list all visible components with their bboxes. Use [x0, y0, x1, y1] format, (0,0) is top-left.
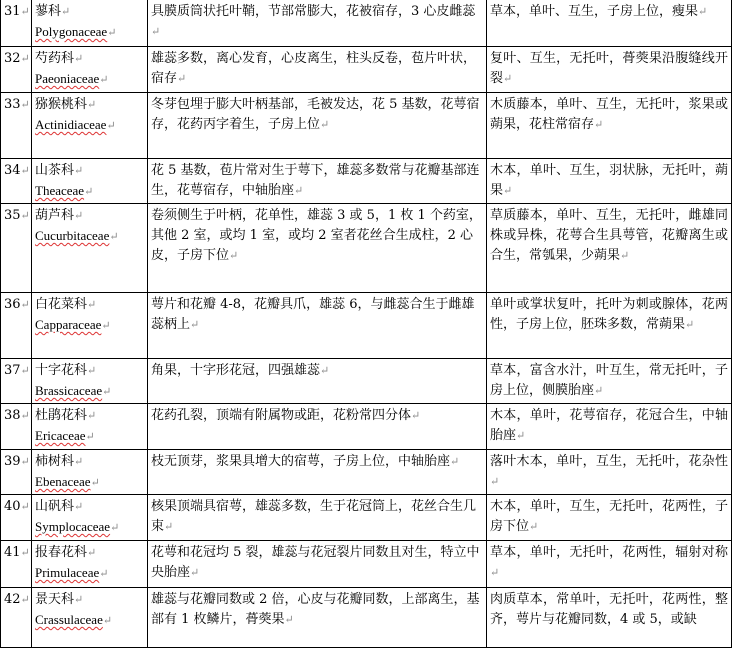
key-characters-cell: 草本，单叶、互生，子房上位，瘦果↵	[487, 0, 732, 47]
family-latin-name: Cucurbitaceae	[35, 228, 110, 243]
row-number: 42↵	[1, 588, 32, 648]
key-characters-cell: 木本，单叶，花萼宿存，花冠合生，中轴胎座↵	[487, 404, 732, 450]
family-name-cell: 芍药科↵ Paeoniaceae↵	[32, 47, 148, 93]
family-name-cell: 十字花科↵ Brassicaceae↵	[32, 359, 148, 404]
table-row	[1, 159, 732, 204]
row-number: 31↵	[1, 0, 32, 47]
family-name-cell: 白花菜科↵ Capparaceae↵	[32, 293, 148, 359]
family-latin-name: Brassicaceae	[35, 383, 103, 398]
family-latin-name: Symplocaceae	[35, 519, 111, 534]
family-name-cell: 报春花科↵ Primulaceae↵	[32, 541, 148, 588]
key-characters-cell: 草本，富含水汁，叶互生，常无托叶，子房上位，侧膜胎座↵	[487, 359, 732, 404]
families-table-body	[1, 0, 732, 648]
table-row	[1, 293, 732, 359]
row-number: 41↵	[1, 541, 32, 588]
diagnostic-features-cell: 雄蕊与花瓣同数或 2 倍，心皮与花瓣同数，上部离生，基部有 1 枚鳞片，蓇葖果↵	[148, 588, 487, 648]
family-chinese-name: 蓼科	[35, 4, 62, 19]
row-number: 33↵	[1, 93, 32, 159]
family-name-cell: 山茶科↵ Theaceae↵	[32, 159, 148, 204]
diagnostic-features-cell: 枝无顶芽，浆果具增大的宿萼，子房上位，中轴胎座↵	[148, 450, 487, 495]
family-chinese-name: 杜鹃花科	[35, 408, 88, 423]
family-name-cell: 山矾科↵ Symplocaceae↵	[32, 495, 148, 541]
family-chinese-name: 报春花科	[35, 545, 88, 560]
diagnostic-features-cell: 花萼和花冠均 5 裂，雄蕊与花冠裂片同数且对生，特立中央胎座↵	[148, 541, 487, 588]
family-latin-name: Primulaceae	[35, 565, 100, 580]
row-number: 39↵	[1, 450, 32, 495]
family-latin-name: Theaceae	[35, 183, 85, 198]
diagnostic-features-cell: 核果顶端具宿萼，雄蕊多数，生于花冠筒上，花丝合生几束↵	[148, 495, 487, 541]
family-chinese-name: 猕猴桃科	[35, 97, 88, 112]
table-row	[1, 47, 732, 93]
family-latin-name: Ericaceae	[35, 428, 86, 443]
row-number: 38↵	[1, 404, 32, 450]
diagnostic-features-cell: 卷须侧生于叶柄，花单性，雄蕊 3 或 5，1 枚 1 个药室，其他 2 室，或均 1 室，或均 2 室者花丝合生成柱，2 心皮，子房下位↵	[148, 204, 487, 293]
key-characters-cell: 单叶或掌状复叶，托叶为刺或腺体，花两性，子房上位，胚珠多数，常蒴果↵	[487, 293, 732, 359]
family-name-cell: 景天科↵ Crassulaceae↵	[32, 588, 148, 648]
key-characters-cell: 草本，单叶，无托叶，花两性，辐射对称↵	[487, 541, 732, 588]
table-row	[1, 359, 732, 404]
family-chinese-name: 芍药科	[35, 51, 75, 66]
family-name-cell: 猕猴桃科↵ Actinidiaceae↵	[32, 93, 148, 159]
family-chinese-name: 十字花科	[35, 363, 88, 378]
row-number: 34↵	[1, 159, 32, 204]
diagnostic-features-cell: 冬芽包埋于膨大叶柄基部，毛被发达，花 5 基数，花萼宿存，花药丙字着生，子房上位↵	[148, 93, 487, 159]
key-characters-cell: 草质藤本，单叶、互生，无托叶，雌雄同株或异株，花萼合生具萼管，花瓣离生或合生，常瓠果，少蒴果↵	[487, 204, 732, 293]
family-chinese-name: 白花菜科	[35, 297, 88, 312]
table-row	[1, 541, 732, 588]
key-characters-cell: 肉质草本，常单叶，无托叶，花两性，整齐，萼片与花瓣同数，4 或 5，或缺	[487, 588, 732, 648]
family-latin-name: Paeoniaceae	[35, 71, 100, 86]
family-name-cell: 杜鹃花科↵ Ericaceae↵	[32, 404, 148, 450]
family-chinese-name: 葫芦科	[35, 208, 75, 223]
family-latin-name: Capparaceae	[35, 317, 102, 332]
key-characters-cell: 复叶、互生，无托叶，蓇葖果沿腹缝线开裂↵	[487, 47, 732, 93]
key-characters-cell: 落叶木本，单叶，互生，无托叶，花杂性↵	[487, 450, 732, 495]
family-name-cell: 柿树科↵ Ebenaceae↵	[32, 450, 148, 495]
key-characters-cell: 木本，单叶，互生，无托叶，花两性，子房下位↵	[487, 495, 732, 541]
family-chinese-name: 景天科	[35, 592, 75, 607]
diagnostic-features-cell: 具膜质筒状托叶鞘，节部常膨大，花被宿存，3 心皮雌蕊↵	[148, 0, 487, 47]
family-chinese-name: 柿树科	[35, 454, 75, 469]
diagnostic-features-cell: 角果，十字形花冠，四强雄蕊↵	[148, 359, 487, 404]
row-number: 35↵	[1, 204, 32, 293]
diagnostic-features-cell: 萼片和花瓣 4-8，花瓣具爪，雄蕊 6，与雌蕊合生于雌雄蕊柄上↵	[148, 293, 487, 359]
row-number: 32↵	[1, 47, 32, 93]
key-characters-cell: 木本，单叶、互生，羽状脉，无托叶，蒴果↵	[487, 159, 732, 204]
diagnostic-features-cell: 花药孔裂，顶端有附属物或距，花粉常四分体↵	[148, 404, 487, 450]
family-chinese-name: 山矾科	[35, 499, 75, 514]
table-row	[1, 588, 732, 648]
table-row	[1, 450, 732, 495]
family-latin-name: Crassulaceae	[35, 612, 103, 627]
row-number: 36↵	[1, 293, 32, 359]
family-name-cell: 蓼科↵ Polygonaceae↵	[32, 0, 148, 47]
table-row	[1, 495, 732, 541]
family-latin-name: Ebenaceae	[35, 474, 91, 489]
table-row	[1, 204, 732, 293]
family-chinese-name: 山茶科	[35, 163, 75, 178]
family-latin-name: Polygonaceae	[35, 24, 108, 39]
diagnostic-features-cell: 雄蕊多数，离心发育，心皮离生，柱头反卷，苞片叶状，宿存↵	[148, 47, 487, 93]
table-row	[1, 404, 732, 450]
table-row	[1, 93, 732, 159]
table-row	[1, 0, 732, 47]
row-number: 37↵	[1, 359, 32, 404]
family-latin-name: Actinidiaceae	[35, 117, 107, 132]
family-name-cell: 葫芦科↵ Cucurbitaceae↵	[32, 204, 148, 293]
key-characters-cell: 木质藤本，单叶、互生，无托叶，浆果或蒴果，花柱常宿存↵	[487, 93, 732, 159]
row-number: 40↵	[1, 495, 32, 541]
diagnostic-features-cell: 花 5 基数，苞片常对生于萼下，雄蕊多数常与花瓣基部连生，花萼宿存，中轴胎座↵	[148, 159, 487, 204]
